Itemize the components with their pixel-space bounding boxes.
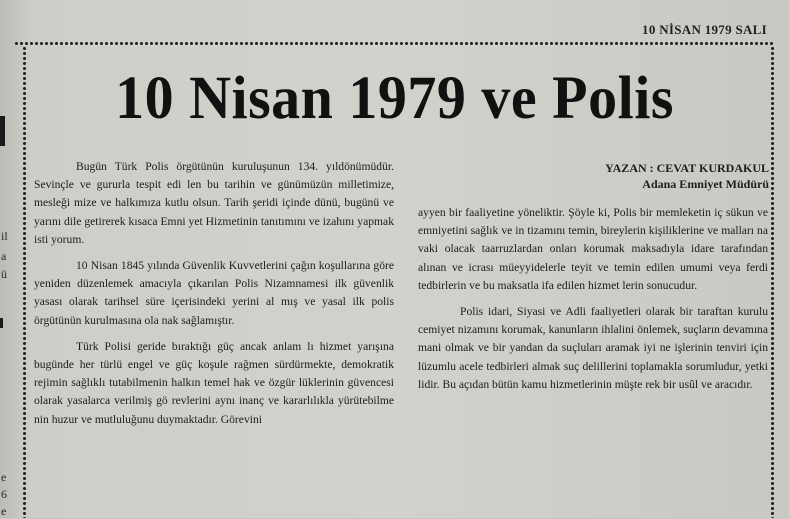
dateline: 10 NİSAN 1979 SALI: [642, 22, 767, 37]
paragraph: Polis idari, Siyasi ve Adli faaliyetleri olarak bir taraftan kurulu cemiyet nizamını korumak, kanunların ihlalini önlemek, suçların devamına mani olmak ve bir yandan da suçluları aramak iyi ne işlerinin tenviri için lüzumlu acele tedbirleri almak suç delillerini toplamakla sorumludur, yetki lidir. Bu açıdan bütün kamu hizmetlerinin müşte rek bir usûl ve aracıdır.: [418, 305, 768, 391]
paragraph: 10 Nisan 1845 yılında Güvenlik Kuvvetlerini çağın koşullarına göre yeniden düzenlemek amacıyla çıkarılan Polis Nizamnamesi ilk güvenlik yasası olarak tarihsel süre içerisindeki yerini al mış ve yasal ilk polis örgütünün kurulmasına ola nak sağlamıştır.: [34, 259, 394, 327]
byline-author: YAZAN : CEVAT KURDAKUL: [605, 161, 769, 175]
clipped-char: a: [1, 249, 7, 263]
clipped-char: il: [1, 229, 8, 243]
article-column-1: [34, 158, 394, 437]
dotted-rule-top: [14, 41, 775, 46]
clipped-char: ü: [1, 267, 7, 281]
clipped-char: e: [1, 504, 7, 518]
paragraph: Bugün Türk Polis örgütünün kuruluşunun 134. yıldönümüdür. Sevinçle ve gururla tespit edi len bu tarihin ve günümüzün milletimize, mesleği mize ve halkımıza kutlu olsun. Tarih şeridi içinde dünü, bugünü ve yarını dile getirerek kısaca Emni yet Hizmetinin tanıtımını ve izahını yapmak isti yorum.: [34, 160, 394, 246]
byline: [605, 160, 769, 192]
byline-title: Adana Emniyet Müdürü: [642, 177, 769, 191]
paragraph: ayyen bir faaliyetine yöneliktir. Şöyle ki, Polis bir memleketin iç sükun ve emniyetini sağlık ve in tizamını temin, bireylerin kişiliklerine ve malları na vaki olacak taarruzlardan onları korumak maksadıyla idare tarafından alınan ve icrası müeyyidelerle teyit ve temin edilen umumi veya ferdi tedbirlerin ve bu maksatla ifa edilen hizmet lerin sonucudur.: [418, 206, 768, 292]
paragraph: Türk Polisi geride bıraktığı güç ancak anlam lı hizmet yarışına bugünde her türlü engel ve güç koşule rağmen sürdürmekte, demokratik rejimin sağlıklı tutabilmenin halkın temel hak ve özgür lüklerinin güvencesi olarak yasalarca verilmiş gö revlerini aynı inanç ve kararlılıkla yürütebilme nin huzur ve mutluluğunu duymaktadır. Görevini: [34, 339, 394, 426]
clipped-char: 6: [1, 487, 7, 501]
clipped-black-mark: [0, 318, 3, 328]
article-column-2: [418, 204, 768, 402]
clipped-char: e: [1, 470, 7, 484]
headline: 10 Nisan 1979 ve Polis: [115, 63, 674, 132]
